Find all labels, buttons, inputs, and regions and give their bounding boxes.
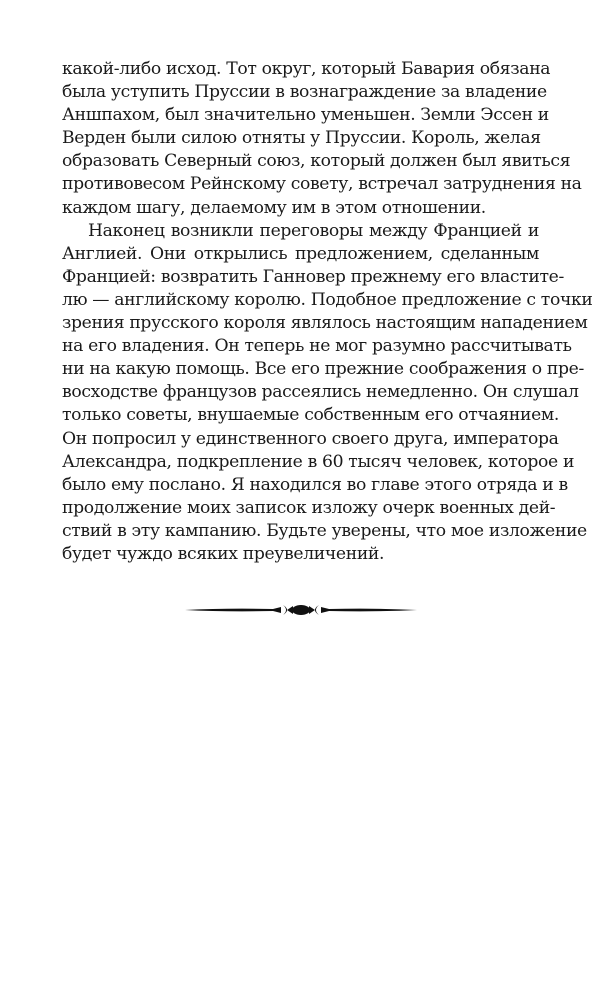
text-line: была уступить Пруссии в вознаграждение за владение	[62, 82, 547, 103]
text-line: Францией: возвратить Ганновер прежнему его властите-	[62, 266, 564, 287]
text-line: только советы, внушаемые собственным его отчаянием.	[62, 405, 560, 426]
text-line: продолжение моих записок изложу очерк военных дей-	[62, 497, 556, 518]
paragraph	[62, 220, 593, 566]
text-line: Наконец возникли переговоры между Францией и	[88, 220, 539, 241]
text-line: ствий в эту кампанию. Будьте уверены, что мое изложение	[62, 520, 587, 541]
text-line: на его владения. Он теперь не мог разумно рассчитывать	[62, 336, 572, 357]
text-line: Он попросил у единственного своего друга, императора	[62, 428, 559, 449]
text-line: каждом шагу, делаемому им в этом отношении.	[62, 197, 486, 218]
text-line: Александра, подкрепление в 60 тысяч человек, которое и	[62, 451, 575, 472]
text-line: Англией. Они открылись предложением, сделанным	[62, 243, 539, 264]
text-line: было ему послано. Я находился во главе этого отряда и в	[62, 474, 568, 495]
ornament-divider-icon	[185, 602, 417, 618]
text-line: образовать Северный союз, который должен был явиться	[62, 151, 571, 172]
text-line: ни на какую помощь. Все его прежние соображения о пре-	[62, 359, 584, 380]
text-line: Верден были силою отняты у Пруссии. Король, желая	[62, 128, 541, 149]
text-line: противовесом Рейнскому совету, встречал затруднения на	[62, 174, 582, 195]
paragraph	[62, 58, 582, 220]
page-text	[62, 58, 593, 566]
text-line: какой-либо исход. Тот округ, который Бавария обязана	[62, 59, 551, 79]
text-line: зрения прусского короля являлось настоящим нападением	[62, 313, 588, 334]
text-line: восходстве французов рассеялись немедленно. Он слушал	[62, 382, 579, 403]
text-line: лю — английскому королю. Подобное предложение с точки	[62, 289, 593, 310]
text-line: Аншпахом, был значительно уменьшен. Земли Эссен и	[62, 105, 549, 126]
text-line: будет чуждо всяких преувеличений.	[62, 543, 385, 564]
